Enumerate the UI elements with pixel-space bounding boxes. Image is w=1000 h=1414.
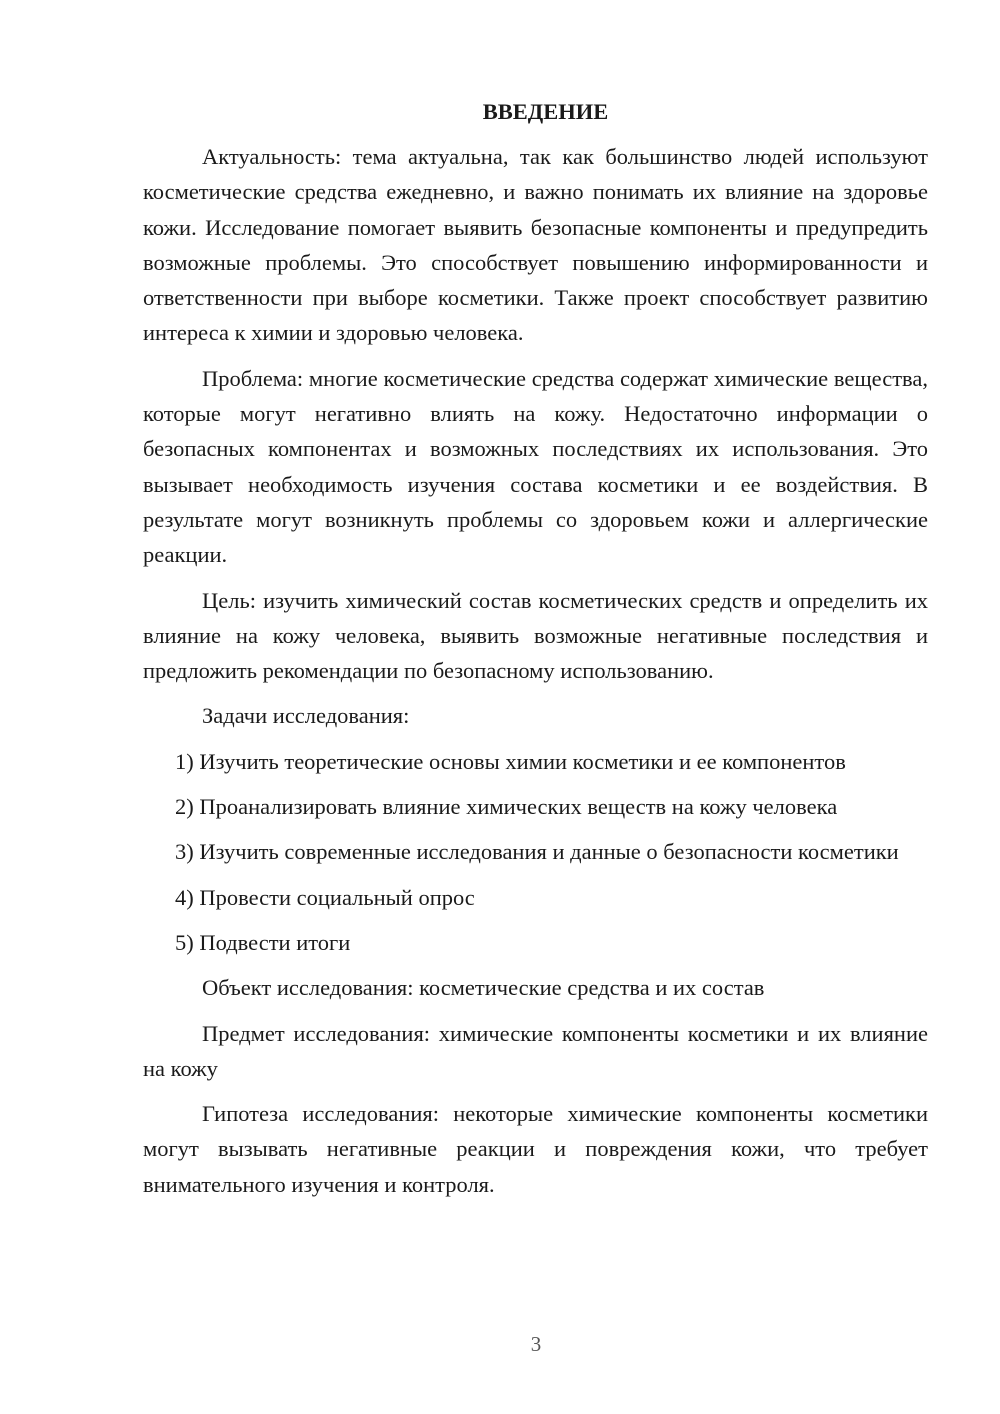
document-page [143,94,928,1212]
tasks-title: Задачи исследования: [202,703,410,729]
task-item-3: 3) Изучить современные исследования и данные о безопасности косметики [175,839,899,865]
object-paragraph: Объект исследования: косметические средства и их состав [202,975,765,1001]
hypothesis-paragraph: Гипотеза исследования: некоторые химические компоненты косметики могут вызывать негативные реакции и повреждения кожи, что требует внимательного изучения и контроля. [143,1101,928,1197]
page-number: 3 [530,1332,542,1356]
subject-paragraph: Предмет исследования: химические компоненты косметики и их влияние на кожу [143,1020,928,1081]
page-title: ВВЕДЕНИЕ [482,99,609,124]
task-item-2: 2) Проанализировать влияние химических веществ на кожу человека [175,794,838,820]
task-item-4: 4) Провести социальный опрос [175,884,475,910]
problem-paragraph: Проблема: многие косметические средства содержат химические вещества, которые могут негативно влиять на кожу. Недостаточно информации о безопасных компонентах и возможных последствиях их использования. Это вызывает необходимость изучения состава косметики и ее воздействия. В результате могут возникнуть проблемы со здоровьем кожи и аллергические реакции. [143,365,928,568]
task-item-5: 5) Подвести итоги [175,929,351,955]
goal-paragraph: Цель: изучить химический состав косметических средств и определить их влияние на кожу человека, выявить возможные негативные последствия и предложить рекомендации по безопасному использованию. [143,587,928,684]
task-item-1: 1) Изучить теоретические основы химии косметики и ее компонентов [175,748,846,774]
relevance-paragraph: Актуальность: тема актуальна, так как большинство людей используют косметические средства ежедневно, и важно понимать их влияние на здоровье кожи. Исследование помогает выявить безопасные компоненты и предупредить возможные проблемы. Это способствует повышению информированности и ответственности при выборе косметики. Также проект способствует развитию интереса к химии и здоровью человека. [143,144,928,346]
tasks-list [143,744,928,960]
